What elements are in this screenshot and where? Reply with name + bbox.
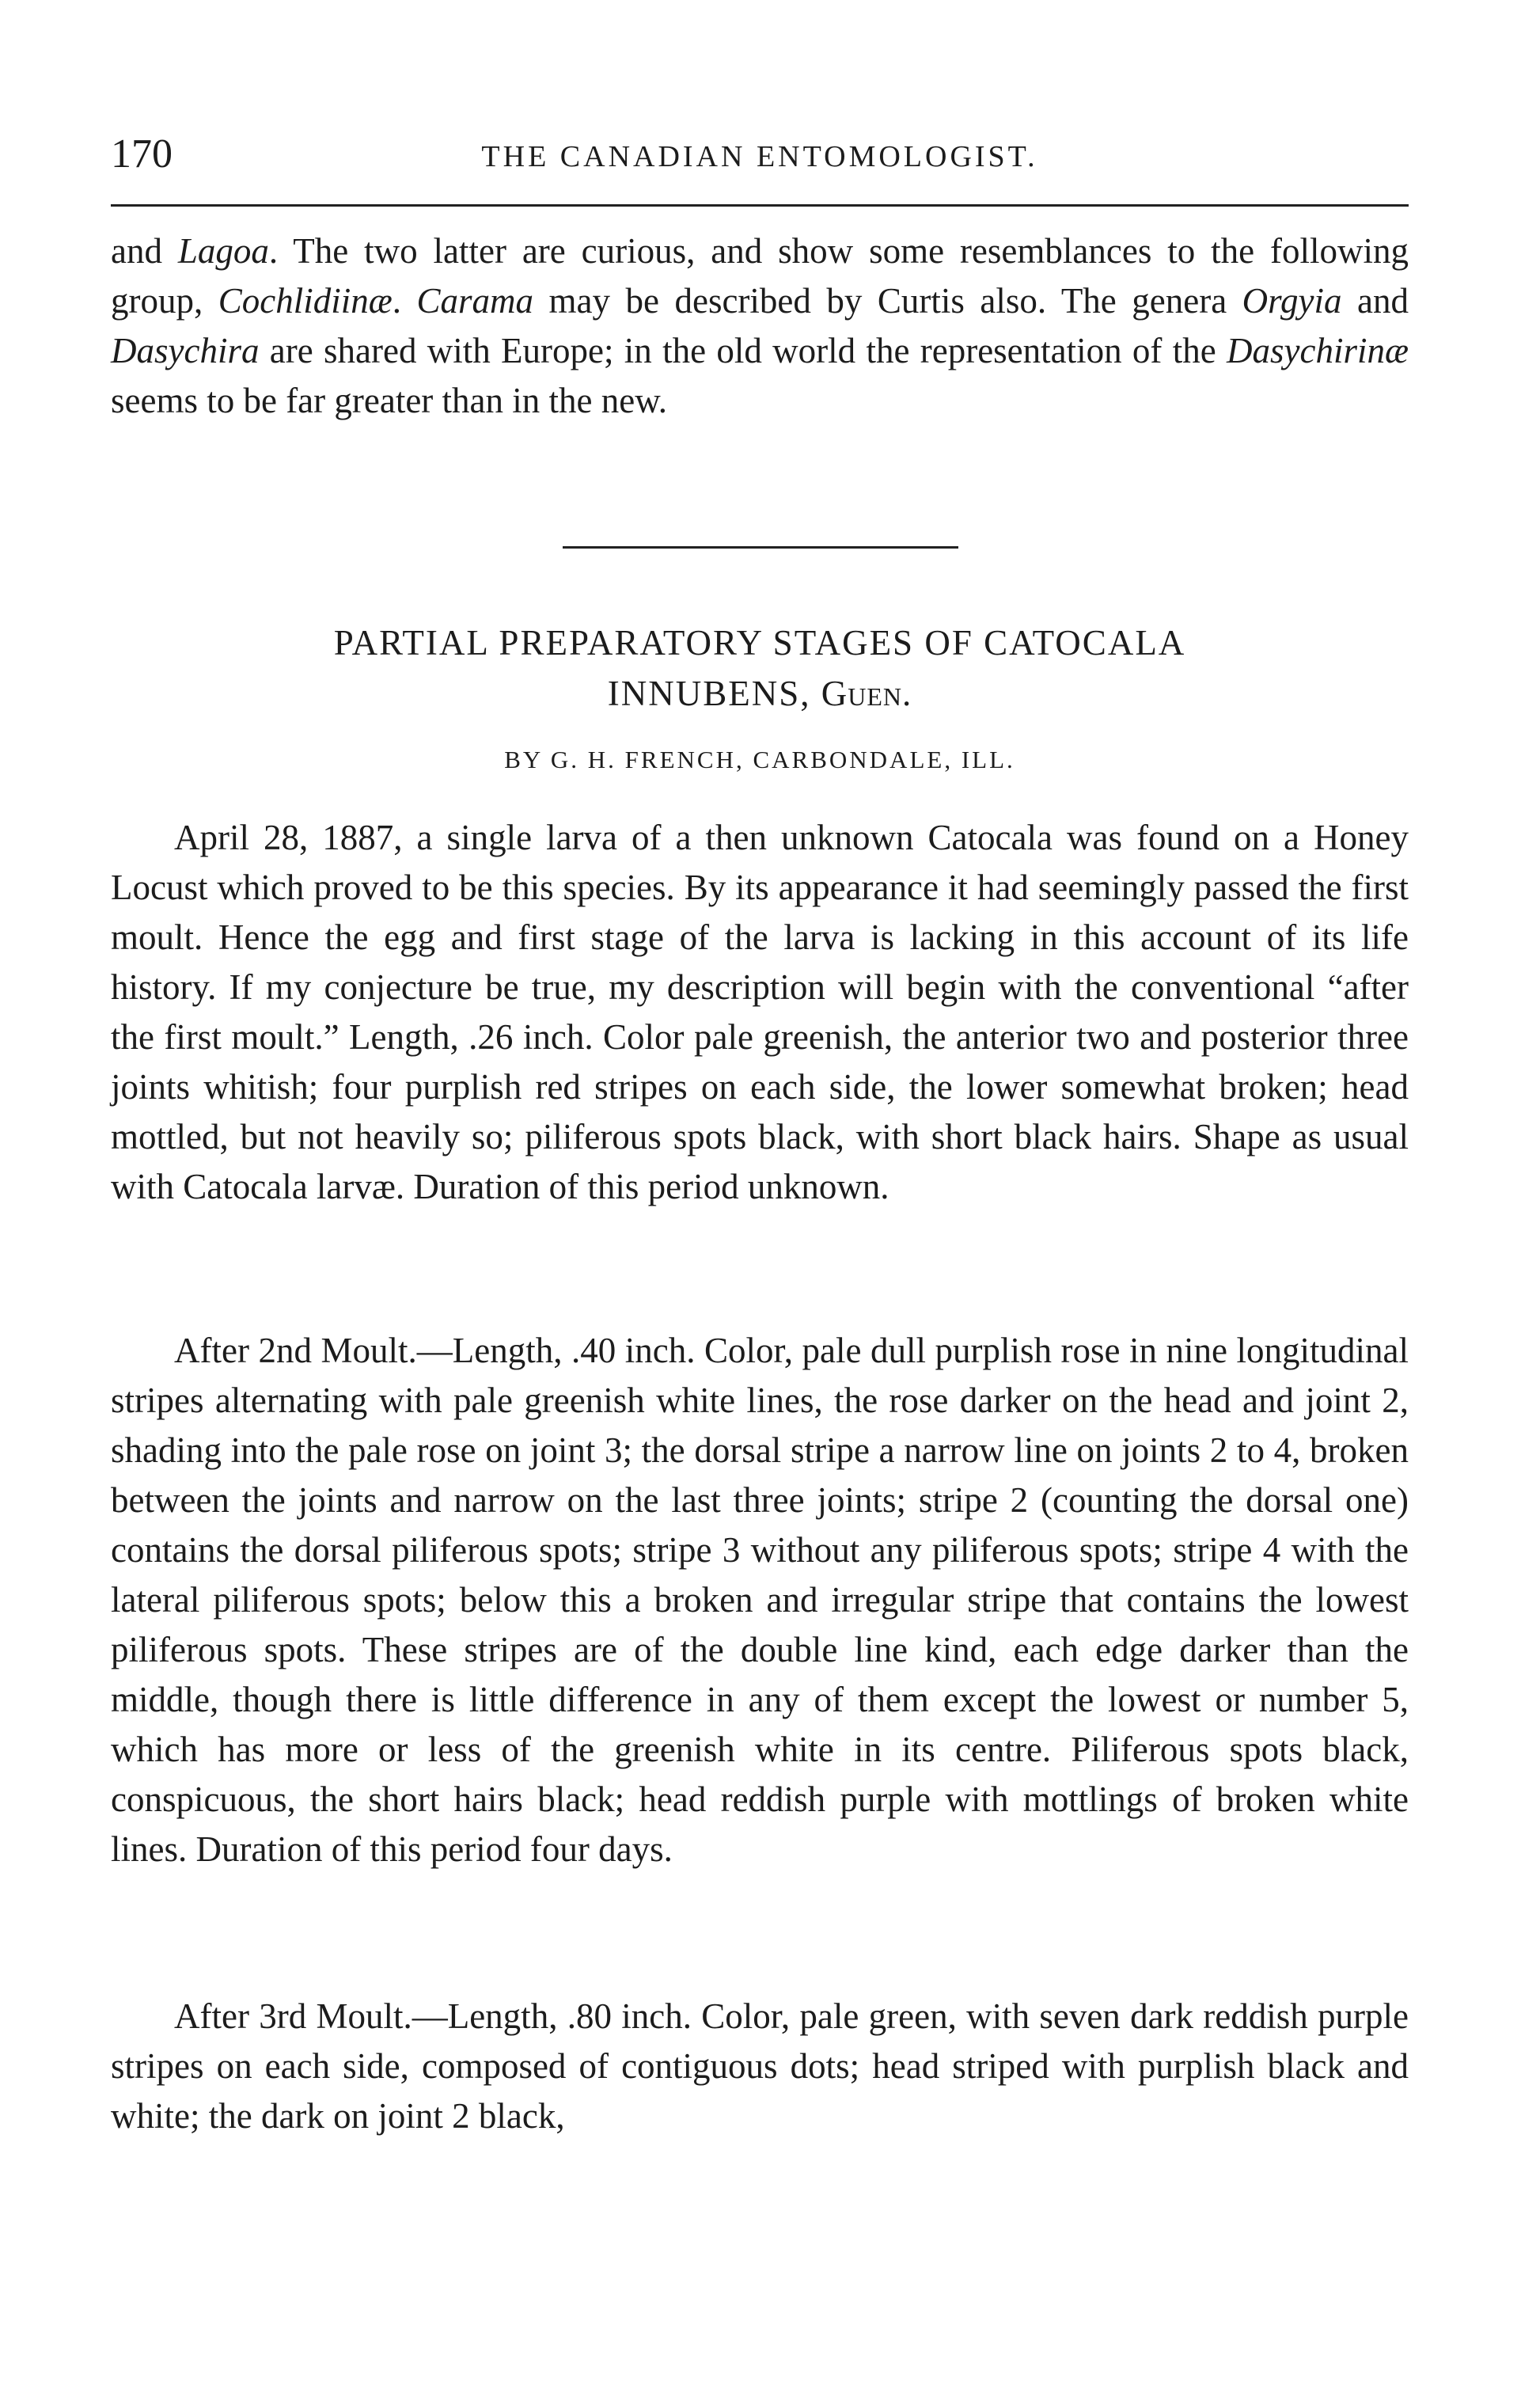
page-number: 170: [111, 131, 173, 177]
text-run: seems to be far greater than in the new.: [111, 381, 668, 420]
taxon-name: Cochlidiinæ: [218, 281, 393, 321]
journal-title: THE CANADIAN ENTOMOLOGIST.: [481, 140, 1038, 173]
section-divider: [563, 546, 958, 549]
text-run: and: [111, 231, 178, 271]
text-run: are shared with Europe; in the old world the representation of the: [259, 331, 1227, 370]
paragraph-second-moult: After 2nd Moult.—Length, .40 inch. Color, pale dull purplish rose in nine longitudinal stripes alternating with pale greenish white lines, the rose darker on the head and joint 2, shading into the pale rose on joint 3; the dorsal stripe a narrow line on joints 2 to 4, broken between the joints and narrow on the last three joints; stripe 2 (counting the dorsal one) contains the dorsal piliferous spots; stripe 3 without any piliferous spots; stripe 4 with the lateral piliferous spots; below this a broken and irregular stripe that contains the lowest piliferous spots. These stripes are of the double line kind, each edge darker than the middle, though there is little difference in any of them except the lowest or number 5, which has more or less of the greenish white in its centre. Piliferous spots black, conspicuous, the short hairs black; head reddish purple with mottlings of broken white lines. Duration of this period four days.: [111, 1331, 1409, 1869]
taxon-name: Dasychira: [111, 331, 260, 370]
article-byline: BY G. H. FRENCH, CARBONDALE, ILL.: [504, 746, 1015, 773]
taxon-name: Lagoa: [177, 231, 269, 271]
running-head: [111, 127, 1409, 182]
text-run: and: [1341, 281, 1409, 321]
title-line-1: PARTIAL PREPARATORY STAGES OF CATOCALA: [333, 623, 1186, 663]
text-run: .: [392, 281, 417, 321]
header-rule: [111, 204, 1409, 207]
continued-paragraph: [111, 226, 1409, 426]
taxon-name: Carama: [416, 281, 534, 321]
title-line-2: INNUBENS,: [607, 674, 811, 713]
title-author-abbrev: Guen.: [821, 674, 912, 713]
paragraph-third-moult: After 3rd Moult.—Length, .80 inch. Color, pale green, with seven dark reddish purple stripes on each side, composed of contiguous dots; head striped with purplish black and white; the dark on joint 2 black,: [111, 1996, 1409, 2136]
text-run: . The two latter are curious, and show some resemblances to the following group,: [111, 231, 1409, 321]
text-run: may be described by Curtis also. The genera: [533, 281, 1242, 321]
taxon-name: Orgyia: [1242, 281, 1342, 321]
paragraph-first-stage: April 28, 1887, a single larva of a then unknown Catocala was found on a Honey Locust which proved to be this species. By its appearance it had seemingly passed the first moult. Hence the egg and first stage of the larva is lacking in this account of its life history. If my conjecture be true, my description will begin with the conventional “after the first moult.” Length, .26 inch. Color pale greenish, the anterior two and posterior three joints whitish; four purplish red stripes on each side, the lower somewhat broken; head mottled, but not heavily so; piliferous spots black, with short black hairs. Shape as usual with Catocala larvæ. Duration of this period unknown.: [111, 818, 1409, 1206]
article-title: [111, 617, 1409, 719]
taxon-name: Dasychirinæ: [1227, 331, 1409, 370]
